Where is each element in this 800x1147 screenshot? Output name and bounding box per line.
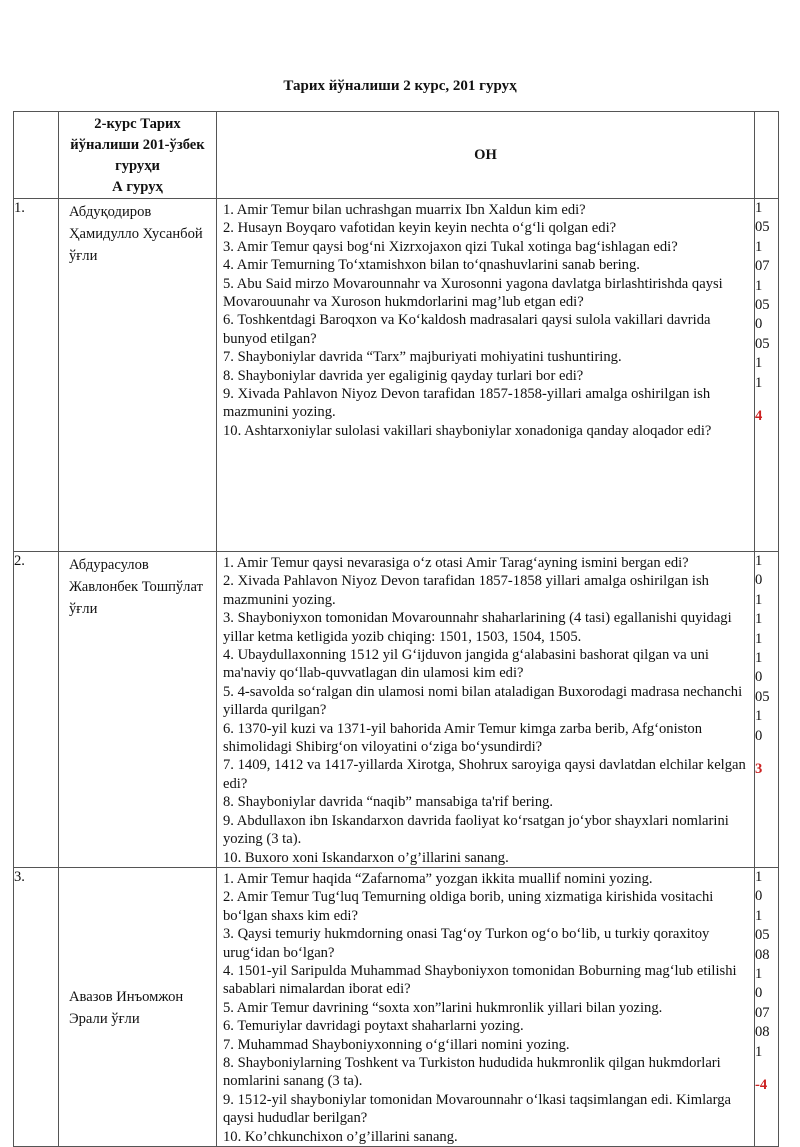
question-item: 10. Buxoro xoni Iskandarxon o’g’illarini sanang. — [223, 849, 509, 866]
table-row — [14, 867, 779, 1146]
score-value: 1 — [755, 965, 763, 982]
question-item: 1. Amir Temur haqida “Zafarnoma” yozgan ikkita muallif nomini yozing. — [223, 870, 653, 887]
score-value: 05 — [755, 219, 770, 236]
table-row — [14, 199, 779, 552]
score-value: 1 — [755, 650, 763, 667]
question-item: 6. Temuriylar davridagi poytaxt shaharlarni yozing. — [223, 1018, 524, 1035]
total-score: -4 — [755, 1076, 768, 1093]
question-item: 9. 1512-yil shayboniylar tomonidan Movarounnahr o‘lkasi taqsimlangan edi. Kimlarga qaysi hududlar berilgan? — [223, 1091, 731, 1127]
score-value: 1 — [755, 868, 763, 885]
question-item: 10. Ashtarxoniylar sulolasi vakillari shayboniylar xonadoniga qanday aloqador edi? — [223, 422, 712, 439]
total-score: 3 — [755, 761, 763, 778]
score-value: 1 — [755, 611, 763, 628]
header-group-label: 2-курс Тарих йўналиши 201-ўзбек гуруҳи — [70, 116, 205, 174]
score-value: 07 — [755, 1004, 770, 1021]
header-questions-cell: ОН — [217, 112, 755, 199]
score-value: 0 — [755, 727, 763, 744]
question-item: 2. Husayn Boyqaro vafotidan keyin keyin nechta o‘g‘li qolgan edi? — [223, 220, 617, 237]
question-item: 5. Abu Said mirzo Movarounnahr va Xurosonni yagona davlatga birlashtirishda qaysi Movarouunahr va Xuroson hukmdorlarini mag’lub etgan edi? — [223, 275, 723, 311]
score-value: 1 — [755, 907, 763, 924]
row-number: 1. — [14, 199, 59, 552]
score-value: 05 — [755, 335, 770, 352]
score-value: 08 — [755, 1024, 770, 1041]
question-item: 10. Ko’chkunchixon o’g’illarini sanang. — [223, 1128, 458, 1145]
question-item: 8. Shayboniylar davrida yer egaliginig qayday turlari bor edi? — [223, 367, 584, 384]
student-name: Абдуқодиров Ҳамидулло Хусанбой ўғли — [59, 199, 217, 552]
score-value: 05 — [755, 688, 770, 705]
score-value: 1 — [755, 355, 763, 372]
score-value: 1 — [755, 277, 763, 294]
score-value: 1 — [755, 238, 763, 255]
score-value: 1 — [755, 708, 763, 725]
row-number: 2. — [14, 552, 59, 868]
scores-cell — [755, 867, 779, 1146]
question-item: 7. 1409, 1412 va 1417-yillarda Xirotga, Shohrux saroyiga qaysi davlatdan elchilar kelgan edi? — [223, 757, 746, 792]
score-value: 1 — [755, 630, 763, 647]
score-value: 08 — [755, 946, 770, 963]
question-item: 9. Abdullaxon ibn Iskandarxon davrida faoliyat ko‘rsatgan jo‘ybor shayxlari nomlarini yozing (3 ta). — [223, 812, 729, 848]
question-item: 8. Shayboniylar davrida “naqib” mansabiga ta'rif bering. — [223, 794, 554, 811]
question-item: 6. Toshkentdagi Baroqxon va Ko‘kaldosh madrasalari qaysi sulola vakillari davrida bunyod etilgan? — [223, 312, 711, 347]
score-value: 1 — [755, 553, 763, 569]
grades-table — [13, 111, 779, 1147]
score-value: 0 — [755, 888, 763, 905]
questions-cell — [217, 867, 755, 1146]
student-name: Авазов Инъомжон Эрали ўғли — [59, 867, 217, 1146]
score-value: 1 — [755, 374, 763, 391]
header-num-cell — [14, 112, 59, 199]
table-header-row — [14, 112, 779, 199]
question-item: 2. Xivada Pahlavon Niyoz Devon tarafidan 1857-1858 yillari amalga oshirilgan ish mazmunini yozing. — [223, 573, 709, 608]
header-subgroup-label: А гуруҳ — [112, 179, 163, 195]
score-value: 1 — [755, 200, 763, 216]
question-item: 9. Xivada Pahlavon Niyoz Devon tarafidan 1857-1858-yillari amalga oshirilgan ish mazmunini yozing. — [223, 386, 711, 421]
question-item: 1. Amir Temur bilan uchrashgan muarrix Ibn Xaldun kim edi? — [223, 202, 586, 218]
score-value: 05 — [755, 927, 770, 944]
question-list — [217, 552, 754, 867]
question-item: 4. 1501-yil Saripulda Muhammad Shayboniyxon tomonidan Boburning mag‘lub etilishi sabablari nimalardan iborat edi? — [223, 962, 737, 998]
score-value: 0 — [755, 669, 763, 686]
question-item: 8. Shayboniylarning Toshkent va Turkiston hududida hukmronlik qilgan hukmdorlari nomlarini sanang (3 ta). — [223, 1054, 721, 1090]
row-number: 3. — [14, 867, 59, 1146]
question-item: 6. 1370-yil kuzi va 1371-yil bahorida Amir Temur kimga zarba berib, Afg‘oniston shimolidagi Shibirg‘on viloyatini o‘ziga bo‘ysundirdi? — [223, 720, 702, 756]
question-item: 3. Shayboniyxon tomonidan Movarounnahr shaharlarining (4 tasi) egallanishi quyidagi yillar ketma ketligida yozib chiqing: 1501, 1503, 1504, 1505. — [223, 610, 732, 645]
score-value: 0 — [755, 985, 763, 1002]
score-value: 07 — [755, 258, 770, 275]
question-item: 3. Qaysi temuriy hukmdorning onasi Tag‘oy Turkon og‘o bo‘lib, u turkiy qoraxitoy urug‘idan bo‘lgan? — [223, 926, 710, 961]
scores-cell — [755, 199, 779, 552]
question-item: 7. Muhammad Shayboniyxonning o‘g‘illari nomini yozing. — [223, 1036, 570, 1053]
score-value: 0 — [755, 572, 763, 589]
question-item: 1. Amir Temur qaysi nevarasiga o‘z otasi Amir Tarag‘ayning ismini bergan edi? — [223, 555, 689, 571]
score-value: 0 — [755, 316, 763, 333]
scores-cell — [755, 552, 779, 868]
question-item: 5. Amir Temur davrining “soxta xon”larini hukmronlik yillari bilan yozing. — [223, 999, 663, 1016]
question-item: 7. Shayboniylar davrida “Tarx” majburiyati mohiyatini tushuntiring. — [223, 349, 622, 366]
header-group-cell — [59, 112, 217, 199]
question-item: 5. 4-savolda so‘ralgan din ulamosi nomi bilan ataladigan Buxorodagi madrasa nechanchi yillarda qurilgan? — [223, 683, 743, 719]
question-item: 4. Amir Temurning To‘xtamishxon bilan to‘qnashuvlarini sanab bering. — [223, 257, 640, 274]
score-value: 1 — [755, 1043, 763, 1060]
student-name: Абдурасулов Жавлонбек Тошпўлат ўғли — [59, 552, 217, 868]
questions-cell — [217, 199, 755, 552]
question-item: 3. Amir Temur qaysi bog‘ni Xizrxojaxon qizi Tukal xotinga bag‘ishlagan edi? — [223, 238, 678, 255]
question-item: 4. Ubaydullaxonning 1512 yil G‘ijduvon jangida g‘alabasini bashorat qilgan va uni ma'naviy qo‘llab-quvvatlagan din ulamosi kim edi? — [223, 647, 709, 682]
header-score-cell — [755, 112, 779, 199]
question-list — [217, 199, 754, 440]
score-value: 05 — [755, 297, 770, 314]
questions-cell — [217, 552, 755, 868]
score-value: 1 — [755, 591, 763, 608]
table-row — [14, 552, 779, 868]
question-item: 2. Amir Temur Tug‘luq Temurning oldiga borib, uning xizmatiga kirishida vositachi bo‘lgan shaxs kim edi? — [223, 889, 714, 924]
question-list — [217, 868, 754, 1146]
page-title: Тарих йўналиши 2 курс, 201 гуруҳ — [283, 78, 517, 94]
total-score: 4 — [755, 408, 763, 425]
